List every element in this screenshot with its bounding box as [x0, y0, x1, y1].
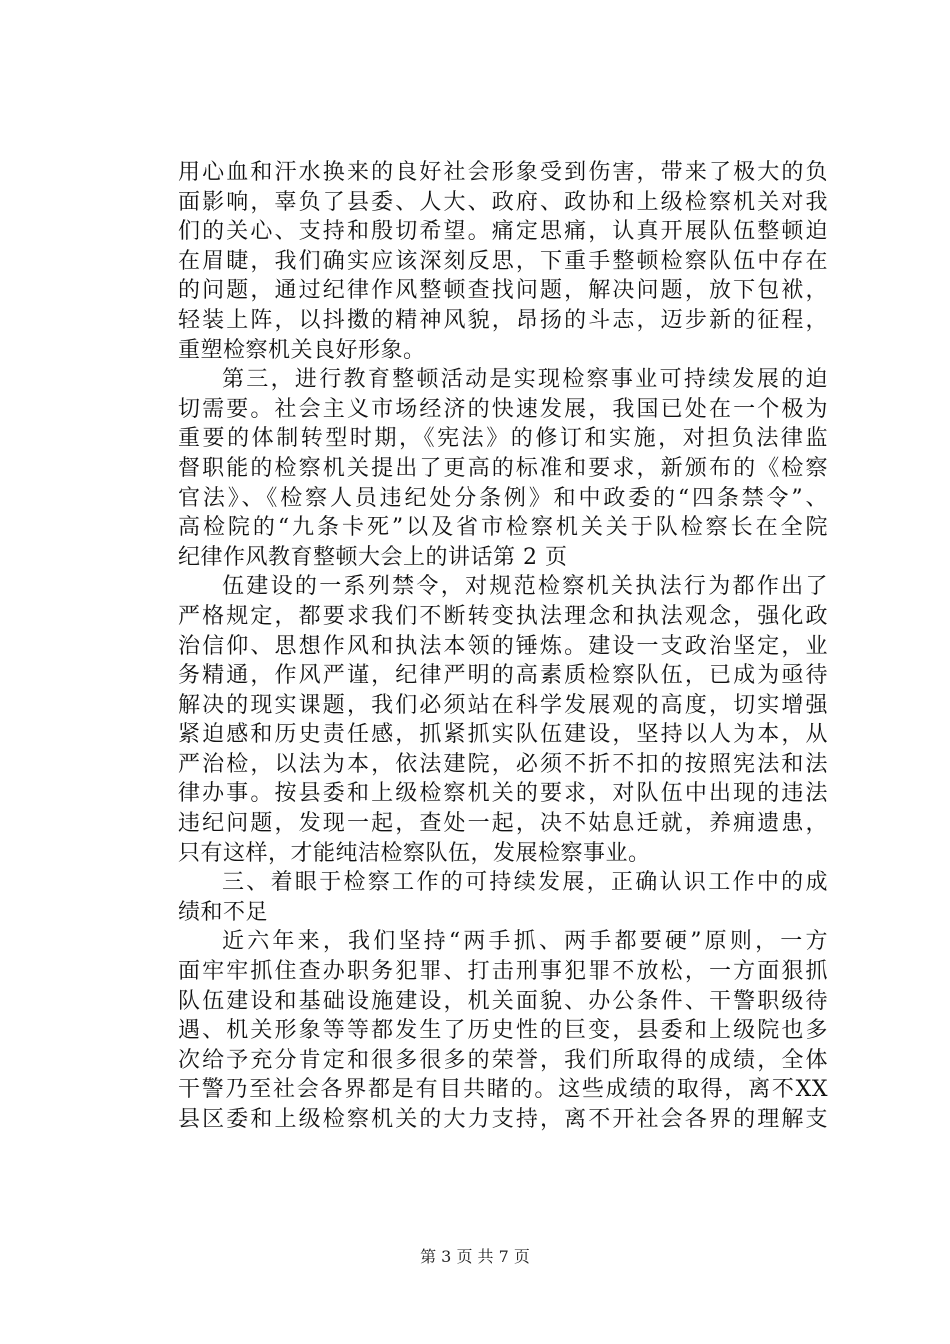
text-line: 遇、机关形象等等都发生了历史性的巨变，县委和上级院也多: [178, 1018, 828, 1044]
text-line: 违纪问题，发现一起，查处一起，决不姑息迁就，养痈遗患，: [178, 811, 828, 837]
document-body: [178, 158, 828, 1135]
text-line: 务精通，作风严谨，纪律严明的高素质检察队伍，已成为亟待: [178, 663, 828, 689]
text-line: 们的关心、支持和殷切希望。痛定思痛，认真开展队伍整顿迫: [178, 219, 828, 245]
text-line: 治信仰、思想作风和执法本领的锤炼。建设一支政治坚定，业: [178, 633, 828, 659]
text-line: 伍建设的一系列禁令，对规范检察机关执法行为都作出了: [222, 574, 828, 600]
text-line: 严格规定，都要求我们不断转变执法理念和执法观念，强化政: [178, 603, 828, 629]
text-line: 严治检，以法为本，依法建院，必须不折不扣的按照宪法和法: [178, 751, 828, 777]
text-line: 重塑检察机关良好形象。: [178, 337, 426, 363]
text-line: 面影响，辜负了县委、人大、政府、政协和上级检察机关对我: [178, 189, 828, 215]
text-line: 解决的现实课题，我们必须站在科学发展观的高度，切实增强: [178, 692, 828, 718]
text-line: 纪律作风教育整顿大会上的讲话第 2 页: [178, 544, 568, 570]
text-line: 绩和不足: [178, 899, 269, 925]
text-line: 干警乃至社会各界都是有目共睹的。这些成绩的取得，离不XX: [178, 1077, 828, 1103]
text-line: 县区委和上级检察机关的大力支持，离不开社会各界的理解支: [178, 1107, 828, 1132]
text-line: 督职能的检察机关提出了更高的标准和要求，新颁布的《检察: [178, 455, 828, 481]
text-line: 用心血和汗水换来的良好社会形象受到伤害，带来了极大的负: [178, 160, 828, 185]
text-line: 重要的体制转型时期，《宪法》的修订和实施，对担负法律监: [178, 426, 828, 452]
text-line: 在眉睫，我们确实应该深刻反思，下重手整顿检察队伍中存在: [178, 248, 828, 274]
text-line: 次给予充分肯定和很多很多的荣誉，我们所取得的成绩，全体: [178, 1047, 828, 1073]
text-line: 的问题，通过纪律作风整顿查找问题，解决问题，放下包袱，: [178, 278, 828, 304]
text-line: 面牢牢抓住查办职务犯罪、打击刑事犯罪不放松，一方面狠抓: [178, 959, 828, 985]
text-line: 第三，进行教育整顿活动是实现检察事业可持续发展的迫: [222, 367, 828, 393]
text-line: 高检院的“九条卡死”以及省市检察机关关于队检察长在全院: [178, 515, 828, 541]
page-footer: 第 3 页 共 7 页: [420, 1247, 530, 1266]
text-line: 紧迫感和历史责任感，抓紧抓实队伍建设，坚持以人为本，从: [178, 722, 828, 748]
text-line: 律办事。按县委和上级检察机关的要求，对队伍中出现的违法: [178, 781, 828, 807]
text-line: 队伍建设和基础设施建设，机关面貌、办公条件、干警职级待: [178, 988, 828, 1014]
text-line: 切需要。社会主义市场经济的快速发展，我国已处在一个极为: [178, 396, 828, 422]
text-line: 轻装上阵，以抖擞的精神风貌，昂扬的斗志，迈步新的征程，: [178, 307, 828, 333]
text-line: 三、着眼于检察工作的可持续发展，正确认识工作中的成: [222, 870, 828, 896]
text-line: 近六年来，我们坚持“两手抓、两手都要硬”原则，一方: [222, 929, 828, 955]
text-line: 只有这样，才能纯洁检察队伍，发展检察事业。: [178, 840, 651, 866]
text-line: 官法》、《检察人员违纪处分条例》和中政委的“四条禁令”、: [178, 485, 828, 511]
